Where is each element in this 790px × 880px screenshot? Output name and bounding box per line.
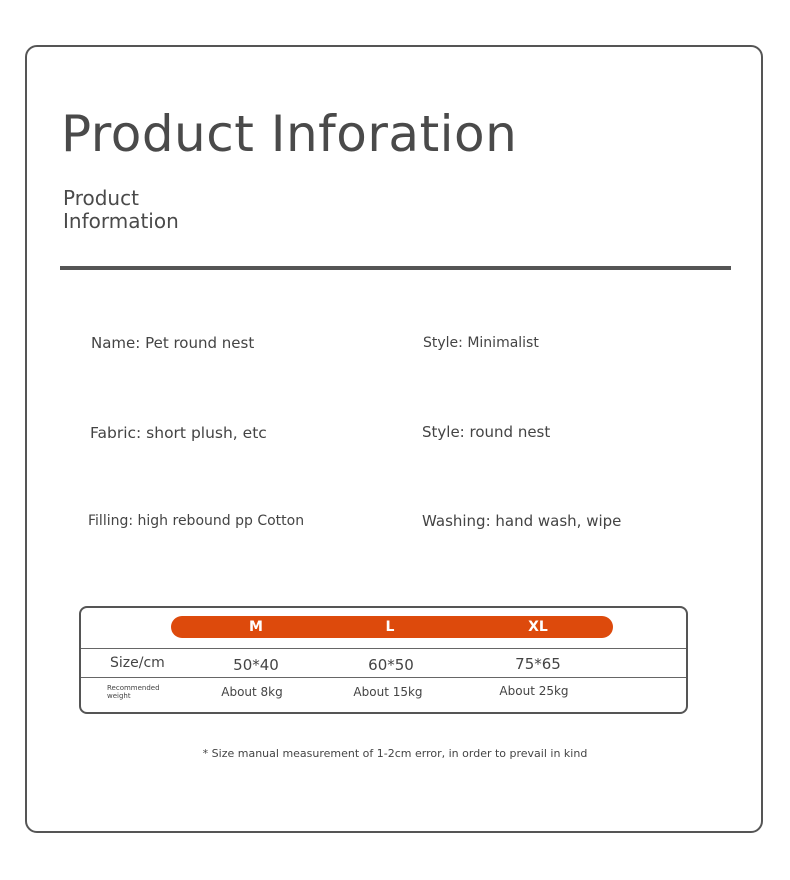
subtitle-line-2: Information	[63, 209, 179, 233]
table-line-2	[81, 677, 686, 678]
divider	[60, 266, 731, 270]
info-washing: Washing: hand wash, wipe	[422, 512, 622, 530]
weight-row-label-line-2: weight	[107, 692, 131, 700]
info-fabric: Fabric: short plush, etc	[90, 424, 267, 442]
weight-value-xl: About 25kg	[499, 684, 569, 698]
size-value-xl: 75*65	[515, 655, 561, 673]
subtitle-line-1: Product	[63, 186, 139, 210]
weight-value-l: About 15kg	[353, 685, 423, 699]
size-value-m: 50*40	[233, 656, 279, 674]
weight-row-label-line-1: Recommended	[107, 684, 160, 692]
weight-value-m: About 8kg	[221, 685, 283, 699]
size-label-xl: XL	[528, 619, 548, 635]
info-name: Name: Pet round nest	[91, 334, 255, 352]
page-title: Product Inforation	[61, 105, 518, 163]
weight-row-label	[107, 684, 160, 700]
size-row-label: Size/cm	[110, 655, 165, 671]
size-value-l: 60*50	[368, 656, 414, 674]
info-filling: Filling: high rebound pp Cotton	[88, 513, 305, 529]
info-style-minimalist: Style: Minimalist	[423, 335, 539, 351]
size-label-m: M	[249, 619, 263, 635]
measurement-note: * Size manual measurement of 1-2cm error, in order to prevail in kind	[202, 747, 588, 760]
info-style-round: Style: round nest	[422, 423, 551, 441]
size-label-l: L	[385, 619, 395, 635]
table-line-1	[81, 648, 686, 649]
page-subtitle	[63, 187, 179, 233]
